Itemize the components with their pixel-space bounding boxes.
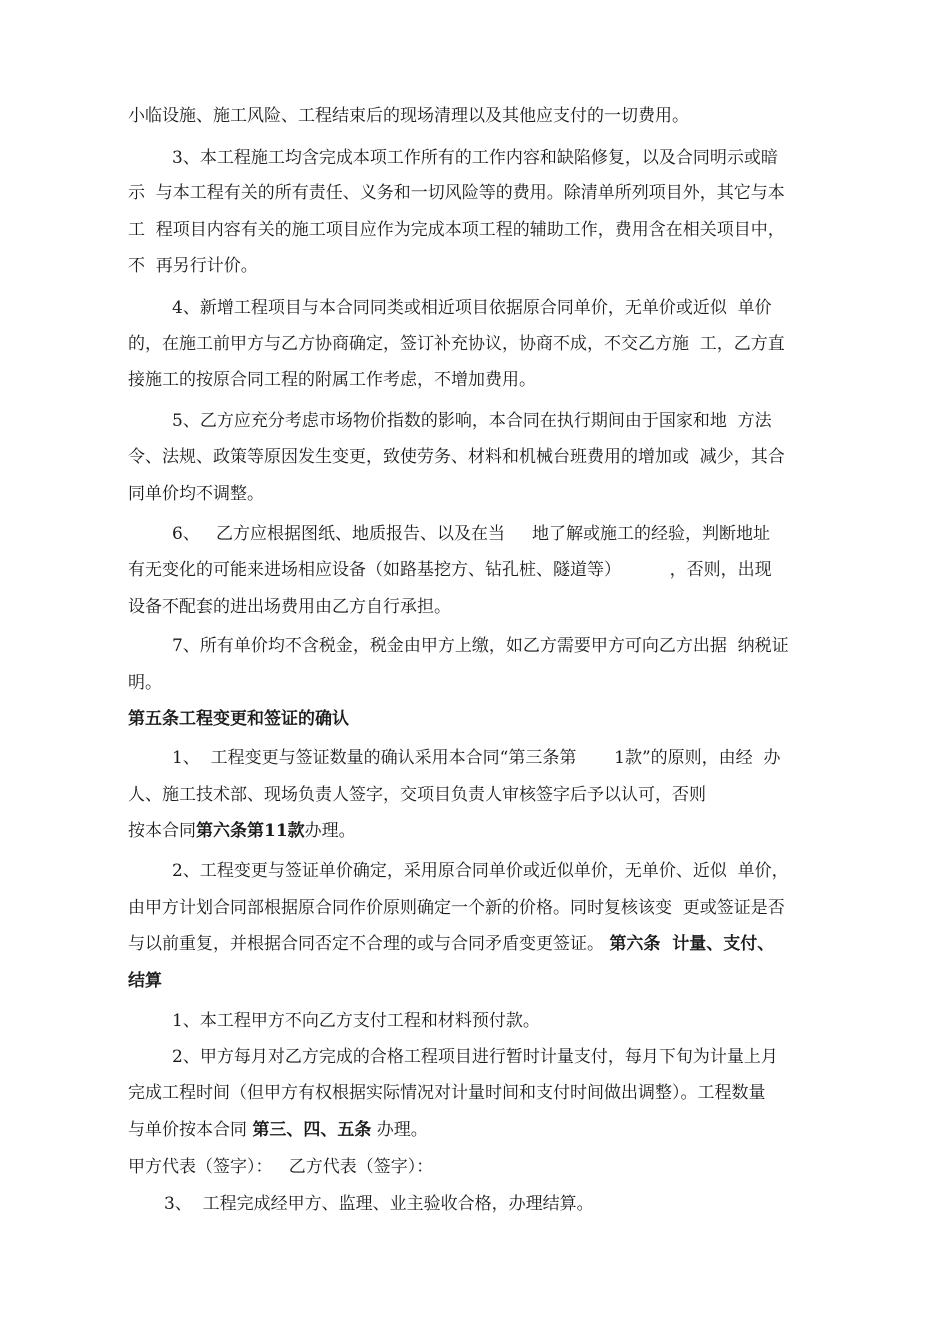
clause-3-line-4: 不 再另行计价。 xyxy=(128,256,258,276)
s6-item-3: 3、 工程完成经甲方、监理、业主验收合格，办理结算。 xyxy=(164,1194,594,1214)
clause-reference: 第六条第11款 xyxy=(196,821,305,841)
s5-item-1-line-2: 人、施工技术部、现场负责人签字，交项目负责人审核签字后予以认可，否则 xyxy=(128,785,706,805)
text-run: 办理。 xyxy=(304,821,356,841)
clause-7-line-2: 明。 xyxy=(128,673,162,693)
s6-item-1: 1、本工程甲方不向乙方支付工程和材料预付款。 xyxy=(172,1011,540,1031)
clause-5-line-1: 5、乙方应充分考虑市场物价指数的影响，本合同在执行期间由于国家和地 方法 xyxy=(172,411,772,431)
section-6-title-cont: 结算 xyxy=(128,971,162,991)
clause-3-line-1: 3、本工程施工均含完成本项工作所有的工作内容和缺陷修复，以及合同明示或暗 xyxy=(172,148,778,168)
clause-4-line-2: 的，在施工前甲方与乙方协商确定，签订补充协议，协商不成，不交乙方施 工，乙方直 xyxy=(128,334,785,354)
clause-3-line-3: 工 程项目内容有关的施工项目应作为完成本项工程的辅助工作，费用含在相关项目中， xyxy=(128,220,785,240)
clause-6-line-2: 有无变化的可能来进场相应设备（如路基挖方、钻孔桩、隧道等） ，否则，出现 xyxy=(128,560,772,580)
section-6-title: 第六条 计量、支付、 xyxy=(609,934,775,954)
clause-5-line-3: 同单价均不调整。 xyxy=(128,484,264,504)
clause-6-line-3: 设备不配套的进出场费用由乙方自行承担。 xyxy=(128,597,451,617)
signature-line: 甲方代表（签字）： 乙方代表（签字）： xyxy=(128,1157,434,1177)
s5-item-2-line-3 xyxy=(128,932,774,956)
s5-item-1-line-1: 1、 工程变更与签证数量的确认采用本合同“第三条第 1款”的原则，由经 办 xyxy=(172,748,781,768)
s6-item-2-line-2: 完成工程时间（但甲方有权根据实际情况对计量时间和支付时间做出调整）。工程数量 xyxy=(128,1083,766,1103)
s5-item-2-line-1: 2、工程变更与签证单价确定，采用原合同单价或近似单价，无单价、近似 单价， xyxy=(172,861,789,881)
s5-item-2-line-2: 由甲方计划合同部根据原合同作价原则确定一个新的价格。同时复核该变 更或签证是否 xyxy=(128,898,785,918)
s5-item-1-line-3 xyxy=(128,819,356,843)
text-run: 与单价按本合同 xyxy=(128,1120,253,1140)
clause-7-line-1: 7、所有单价均不含税金，税金由甲方上缴，如乙方需要甲方可向乙方出据 纳税证 xyxy=(172,636,789,656)
text-run: 与以前重复，并根据合同否定不合理的或与合同矛盾变更签证。 xyxy=(128,934,610,954)
clause-4-line-3: 接施工的按原合同工程的附属工作考虑，不增加费用。 xyxy=(128,370,536,390)
clause-5-line-2: 令、法规、政策等原因发生变更，致使劳务、材料和机械台班费用的增加或 减少，其合 xyxy=(128,447,785,467)
clause-reference: 第三、四、五条 xyxy=(252,1120,372,1140)
clause-3-line-2: 示 与本工程有关的所有责任、义务和一切风险等的费用。除清单所列项目外，其它与本 xyxy=(128,183,785,203)
clause-6-line-1: 6、 乙方应根据图纸、地质报告、以及在当 地了解或施工的经验，判断地址 xyxy=(172,524,771,544)
clause-4-line-1: 4、新增工程项目与本合同同类或相近项目依据原合同单价，无单价或近似 单价 xyxy=(172,298,772,318)
s6-item-2-line-1: 2、甲方每月对乙方完成的合格工程项目进行暂时计量支付，每月下旬为计量上月 xyxy=(172,1047,778,1067)
text-line: 小临设施、施工风险、工程结束后的现场清理以及其他应支付的一切费用。 xyxy=(128,106,689,126)
text-run: 办理。 xyxy=(371,1120,428,1140)
s6-item-2-line-3 xyxy=(128,1118,428,1142)
text-run: 按本合同 xyxy=(128,821,196,841)
section-5-title: 第五条工程变更和签证的确认 xyxy=(128,709,349,729)
